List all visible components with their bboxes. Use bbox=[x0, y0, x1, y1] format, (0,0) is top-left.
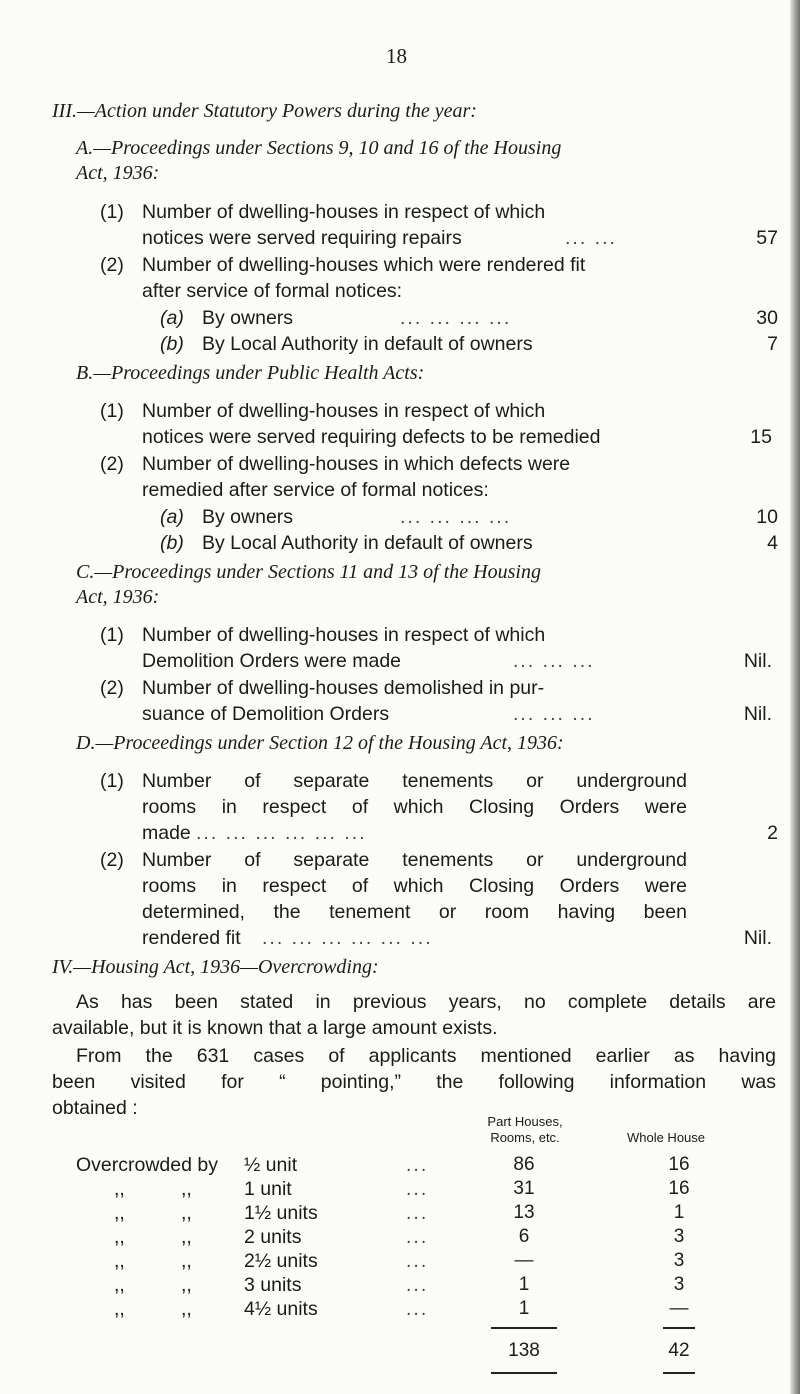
row-whole-house-value: 3 bbox=[673, 1274, 685, 1295]
a-item1-line2: notices were served requiring repairs bbox=[142, 227, 462, 249]
total-rule-part-top bbox=[491, 1327, 557, 1329]
row-whole-house-value: — bbox=[669, 1298, 689, 1319]
col-header-part-line1: Part Houses, bbox=[487, 1114, 563, 1129]
row-ditto-mark: ,, bbox=[181, 1274, 192, 1296]
a-sub-a-leader: ... ... ... ... bbox=[400, 307, 512, 329]
section-iii-numeral: III. bbox=[52, 100, 77, 122]
row-whole-house-value: 3 bbox=[673, 1250, 685, 1271]
row-label-overcrowded-by: Overcrowded by bbox=[76, 1154, 218, 1176]
b-sub-b-text: By Local Authority in default of owners bbox=[202, 532, 533, 554]
total-rule-whole-bottom bbox=[663, 1372, 695, 1374]
row-ditto-mark: ,, bbox=[114, 1226, 125, 1248]
d-item1-leader: ... ... ... ... ... ... bbox=[196, 822, 367, 844]
row-ditto-mark: ,, bbox=[181, 1226, 192, 1248]
a-item1-line1: Number of dwelling-houses in respect of which bbox=[142, 201, 546, 223]
b-item2-line2: remedied after service of formal notices: bbox=[142, 479, 489, 501]
section-iv-heading: IV.—Housing Act, 1936—Overcrowding: bbox=[52, 956, 379, 978]
b-sub-a-value: 10 bbox=[756, 506, 778, 528]
section-iv-para2-line1: From the 631 cases of applicants mentioned earlier as having bbox=[76, 1045, 776, 1067]
col-header-whole-house: Whole House bbox=[626, 1130, 706, 1145]
section-iii-heading bbox=[52, 100, 477, 123]
b-sub-b-value: 4 bbox=[767, 532, 778, 554]
col-header-part-line2: Rooms, etc. bbox=[490, 1130, 560, 1145]
c-item2-leader: ... ... ... bbox=[513, 703, 595, 725]
row-leader-dots: ... bbox=[406, 1178, 429, 1200]
page-edge-shadow bbox=[790, 0, 800, 1394]
subsection-c-title: C.—Proceedings under Sections 11 and 13 of the Housing bbox=[76, 561, 541, 583]
row-part-houses-value: 1 bbox=[518, 1274, 530, 1295]
d-item2-leader: ... ... ... ... ... ... bbox=[262, 927, 433, 949]
d-item1-value: 2 bbox=[767, 822, 778, 844]
subsection-d-title: D.—Proceedings under Section 12 of the Housing Act, 1936: bbox=[76, 732, 564, 754]
a-sub-b-value: 7 bbox=[767, 333, 778, 355]
a-item1-value: 57 bbox=[756, 227, 778, 249]
a-sub-a-label: (a) bbox=[160, 307, 184, 329]
total-rule-part-bottom bbox=[491, 1372, 557, 1374]
d-item2-line1: Number of separate tenements or underground bbox=[142, 849, 687, 871]
d-item1-num: (1) bbox=[100, 770, 124, 792]
a-sub-a-text: By owners bbox=[202, 307, 294, 329]
a-sub-a-value: 30 bbox=[756, 307, 778, 329]
row-units: 2 units bbox=[244, 1226, 302, 1248]
a-item2-num: (2) bbox=[100, 254, 124, 276]
row-ditto-mark: ,, bbox=[181, 1298, 192, 1320]
d-item2-num: (2) bbox=[100, 849, 124, 871]
row-units: 4½ units bbox=[244, 1298, 318, 1320]
c-item2-num: (2) bbox=[100, 677, 124, 699]
c-item1-leader: ... ... ... bbox=[513, 650, 595, 672]
row-part-houses-value: — bbox=[514, 1250, 534, 1271]
total-part: 138 bbox=[508, 1340, 540, 1361]
row-part-houses-value: 31 bbox=[513, 1178, 535, 1199]
row-whole-house-value: 16 bbox=[668, 1154, 690, 1175]
row-ditto-mark: ,, bbox=[181, 1250, 192, 1272]
section-iv-para1-line2: available, but it is known that a large amount exists. bbox=[52, 1017, 498, 1039]
subsection-b-title: B.—Proceedings under Public Health Acts: bbox=[76, 362, 425, 384]
b-item1-num: (1) bbox=[100, 400, 124, 422]
row-units: 3 units bbox=[244, 1274, 302, 1296]
a-item2-line2: after service of formal notices: bbox=[142, 280, 403, 302]
section-iv-para1-line1: As has been stated in previous years, no complete details are bbox=[76, 991, 776, 1013]
b-item2-line1: Number of dwelling-houses in which defects were bbox=[142, 453, 571, 475]
c-item1-value: Nil. bbox=[743, 650, 772, 672]
d-item2-line3: determined, the tenement or room having been bbox=[142, 901, 687, 923]
row-ditto-mark: ,, bbox=[181, 1202, 192, 1224]
section-iv-para2-line3: obtained : bbox=[52, 1097, 138, 1119]
subsection-c-title-cont: Act, 1936: bbox=[76, 586, 160, 608]
row-leader-dots: ... bbox=[406, 1274, 429, 1296]
d-item1-line3: made bbox=[142, 822, 191, 844]
row-leader-dots: ... bbox=[406, 1298, 429, 1320]
row-leader-dots: ... bbox=[406, 1154, 429, 1176]
section-iii-title: —Action under Statutory Powers during the year: bbox=[76, 100, 477, 122]
row-units: ½ unit bbox=[244, 1154, 298, 1176]
c-item2-line1: Number of dwelling-houses demolished in pur- bbox=[142, 677, 545, 699]
d-item2-value: Nil. bbox=[743, 927, 772, 949]
row-units: 2½ units bbox=[244, 1250, 318, 1272]
row-part-houses-value: 86 bbox=[513, 1154, 535, 1175]
subsection-a-title: A.—Proceedings under Sections 9, 10 and 16 of the Housing bbox=[76, 137, 562, 159]
c-item2-value: Nil. bbox=[743, 703, 772, 725]
b-sub-a-text: By owners bbox=[202, 506, 294, 528]
b-sub-a-label: (a) bbox=[160, 506, 184, 528]
d-item1-line2: rooms in respect of which Closing Orders were bbox=[142, 796, 687, 818]
b-sub-a-leader: ... ... ... ... bbox=[400, 506, 512, 528]
c-item1-line2: Demolition Orders were made bbox=[142, 650, 402, 672]
row-whole-house-value: 3 bbox=[673, 1226, 685, 1247]
subsection-a-title-cont: Act, 1936: bbox=[76, 162, 160, 184]
row-ditto-mark: ,, bbox=[114, 1250, 125, 1272]
col-header-part-houses bbox=[455, 1114, 595, 1146]
row-units: 1 unit bbox=[244, 1178, 292, 1200]
section-iv-para2-line2: been visited for “ pointing,” the following information was bbox=[52, 1071, 776, 1093]
c-item1-num: (1) bbox=[100, 624, 124, 646]
row-ditto-mark: ,, bbox=[181, 1178, 192, 1200]
b-item1-value: 15 bbox=[750, 426, 772, 448]
d-item2-line4: rendered fit bbox=[142, 927, 241, 949]
row-ditto-mark: ,, bbox=[114, 1202, 125, 1224]
b-item1-line2: notices were served requiring defects to be remedied bbox=[142, 426, 601, 448]
row-ditto-mark: ,, bbox=[114, 1298, 125, 1320]
c-item1-line1: Number of dwelling-houses in respect of which bbox=[142, 624, 546, 646]
total-whole: 42 bbox=[668, 1340, 690, 1361]
a-item2-line1: Number of dwelling-houses which were rendered fit bbox=[142, 254, 586, 276]
c-item2-line2: suance of Demolition Orders bbox=[142, 703, 390, 725]
row-part-houses-value: 1 bbox=[518, 1298, 530, 1319]
row-leader-dots: ... bbox=[406, 1202, 429, 1224]
d-item1-line1: Number of separate tenements or underground bbox=[142, 770, 687, 792]
a-item1-num: (1) bbox=[100, 201, 124, 223]
row-whole-house-value: 16 bbox=[668, 1178, 690, 1199]
row-units: 1½ units bbox=[244, 1202, 318, 1224]
row-ditto-mark: ,, bbox=[114, 1178, 125, 1200]
row-part-houses-value: 13 bbox=[513, 1202, 535, 1223]
row-part-houses-value: 6 bbox=[518, 1226, 530, 1247]
a-item1-leader: ... ... bbox=[565, 227, 617, 249]
d-item2-line2: rooms in respect of which Closing Orders were bbox=[142, 875, 687, 897]
total-rule-whole-top bbox=[663, 1327, 695, 1329]
b-sub-b-label: (b) bbox=[160, 532, 184, 554]
page-number: 18 bbox=[386, 44, 407, 68]
row-leader-dots: ... bbox=[406, 1250, 429, 1272]
b-item2-num: (2) bbox=[100, 453, 124, 475]
row-ditto-mark: ,, bbox=[114, 1274, 125, 1296]
row-leader-dots: ... bbox=[406, 1226, 429, 1248]
a-sub-b-text: By Local Authority in default of owners bbox=[202, 333, 533, 355]
a-sub-b-label: (b) bbox=[160, 333, 184, 355]
b-item1-line1: Number of dwelling-houses in respect of which bbox=[142, 400, 546, 422]
row-whole-house-value: 1 bbox=[673, 1202, 685, 1223]
